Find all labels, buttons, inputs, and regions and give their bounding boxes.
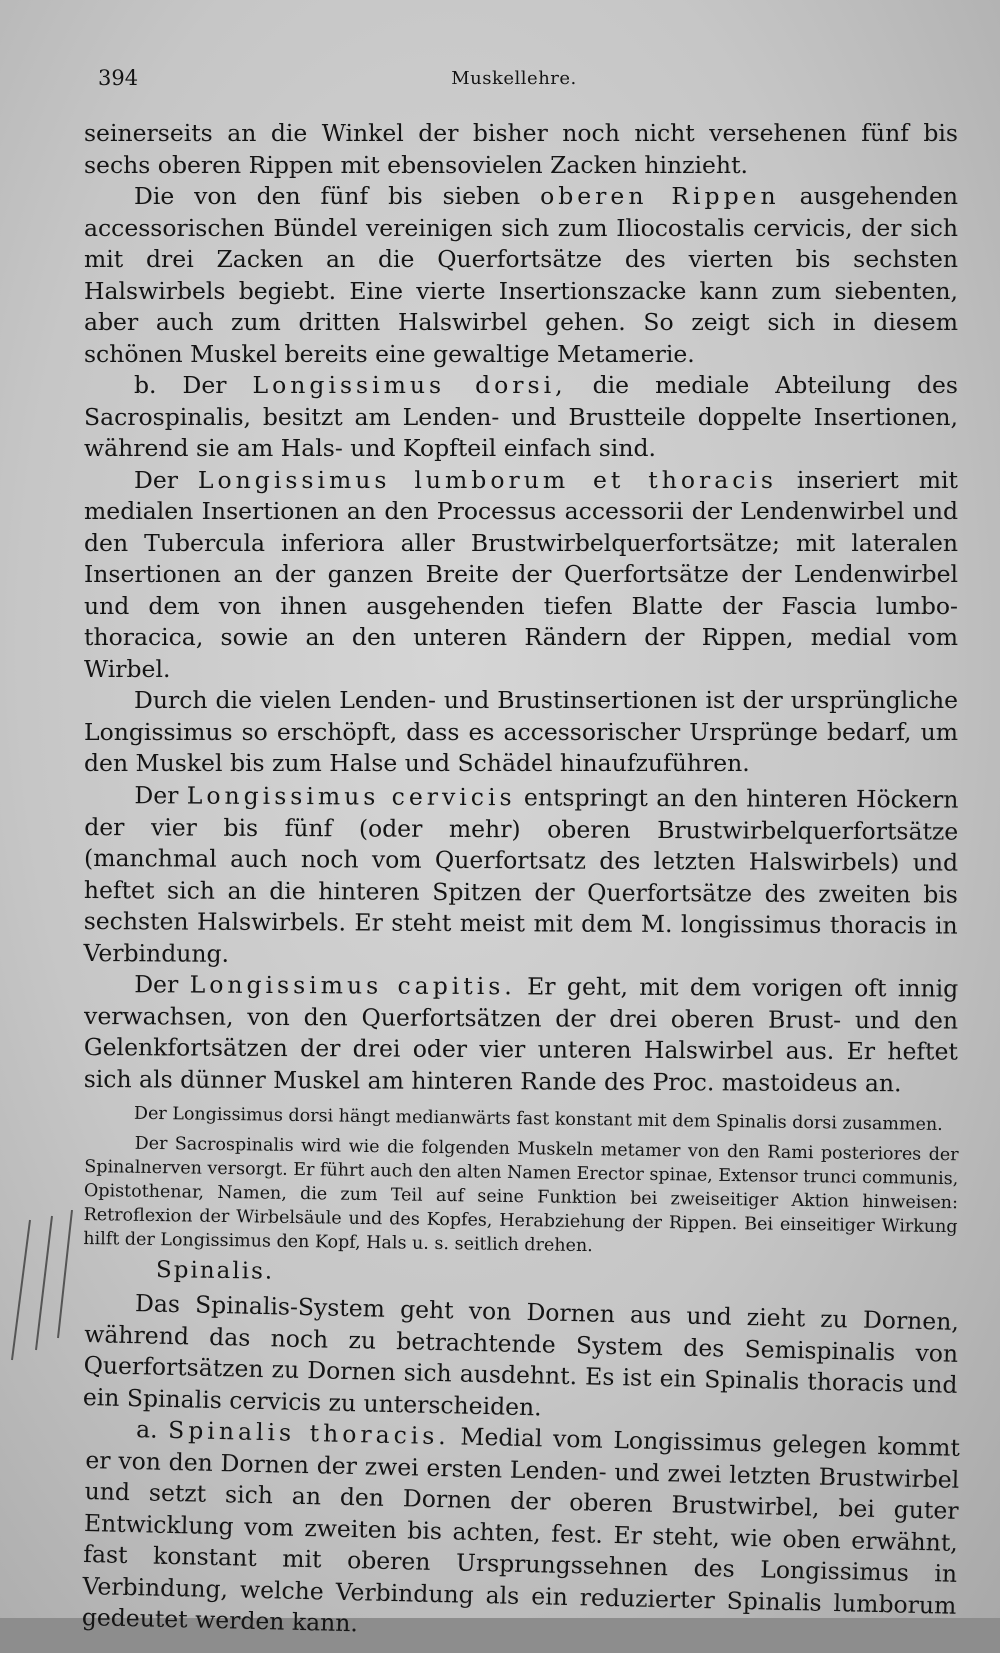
spaced-term: Longissimus cervicis — [186, 781, 516, 811]
running-title: Muskellehre. — [451, 68, 577, 89]
footnote-2: Der Sacrospinalis wird wie die folgenden Muskeln metamer von den Rami posteriores der Spinalnerven versorgt. Er führt auch den alten Namen Erector spinae, Extensor trunci communis, Opistothenar, Namen, die zum Teil auf seine Funktion bei zweiseitiger Aktion hinweisen: Retroflexion der Wirbelsäule und des Kopfes, Herabziehung der Rippen. Bei einseitiger Wirkung hilft der Longissimus den Kopf, Hals u. s. seitlich drehen. — [83, 1133, 959, 1256]
paragraph-2: Die von den fünf bis sieben oberen Rippen ausgehenden accessorischen Bündel vereinigen sich zum Iliocostalis cervicis, der sich mit drei Zacken an die Querfortsätze des vierten bis sechsten Halswirbels begiebt. Eine vierte Insertionszacke kann zum siebenten, aber auch zum dritten Halswirbel gehen. So zeigt sich in diesem schönen Muskel bereits eine gewaltige Metamerie. — [84, 182, 958, 368]
page-number: 394 — [98, 66, 139, 90]
spaced-term: oberen Rippen — [540, 182, 780, 210]
paragraph-6: Der Longissimus cervicis entspringt an den hinteren Höckern der vier bis fünf (oder mehr) oberen Brustwirbelquerfortsätze (manchmal auch noch vom Querfortsatz des letzten Halswirbels) und heftet sich an die hinteren Spitzen der Querfortsätze des zweiten bis sechsten Halswirbels. Er steht meist mit dem M. longissimus thoracis in Verbindung. — [83, 780, 959, 967]
page-body — [81, 118, 961, 1637]
footnote-1: Der Longissimus dorsi hängt medianwärts fast konstant mit dem Spinalis dorsi zusammen. — [133, 1103, 943, 1135]
spaced-term: Longissimus lumborum et thoracis — [197, 465, 777, 494]
page-header — [98, 66, 930, 96]
paragraph-3: b. Der Longissimus dorsi, die mediale Abteilung des Sacrospinalis, besitzt am Lenden- und Brustteile doppelte Insertionen, während sie am Hals- und Kopfteil einfach sind. — [84, 371, 958, 462]
section-paragraph-2: a. Spinalis thoracis. Medial vom Longissimus gelegen kommt er von den Dornen der zwei ersten Lenden- und zwei letzten Brustwirbel und setzt sich an den Dornen der oberen Brustwirbel, bei guter Entwicklung vom zweiten bis achten, fest. Er steht, wie oben erwähnt, fast konstant mit oberen Ursprungssehnen des Longissimus in Verbindung, welche Verbindung als ein reduzierter Spinalis lumborum gedeutet werden kann. — [81, 1414, 961, 1637]
spaced-term: Spinalis thoracis. — [167, 1415, 451, 1450]
pencil-margin-marks — [0, 1210, 80, 1370]
section-paragraph-1: Das Spinalis-System geht von Dornen aus und zieht zu Dornen, während das noch zu betrachtende System des Semispinalis von Querfortsätzen zu Dornen sich ausdehnt. Es ist ein Spinalis thoracis und ein Spinalis cervicis zu unterscheiden. — [82, 1288, 960, 1421]
paragraph-5: Durch die vielen Lenden- und Brustinsertionen ist der ursprüngliche Longissimus so erschöpft, dass es accessorischer Ursprünge bedarf, um den Muskel bis zum Halse und Schädel hinaufzuführen. — [84, 686, 958, 777]
paragraph-7: Der Longissimus capitis. Er geht, mit dem vorigen oft innig verwachsen, von den Querfortsätzen der drei oberen Brust- und den Gelenkfortsätzen der drei oder vier unteren Halswirbel aus. Er heftet sich als dünner Muskel am hinteren Rande des Proc. mastoideus an. — [83, 969, 959, 1097]
paragraph-1: seinerseits an die Winkel der bisher noch nicht versehenen fünf bis sechs oberen Rippen mit ebensovielen Zacken hinzieht. — [84, 119, 958, 179]
section-heading: Spinalis. — [155, 1256, 275, 1285]
paragraph-4: Der Longissimus lumborum et thoracis inseriert mit medialen Insertionen an den Processus accessorii der Lendenwirbel und den Tubercula inferiora aller Brustwirbelquerfortsätze; mit lateralen Insertionen an der ganzen Breite der Querfortsätze der Lendenwirbel und dem von ihnen ausgehenden tiefen Blatte der Fascia lumbo-thoracica, sowie an den unteren Rändern der Rippen, medial vom Wirbel. — [84, 465, 958, 683]
spaced-term: Longissimus dorsi, — [252, 371, 567, 399]
spaced-term: Longissimus capitis. — [189, 970, 516, 1000]
